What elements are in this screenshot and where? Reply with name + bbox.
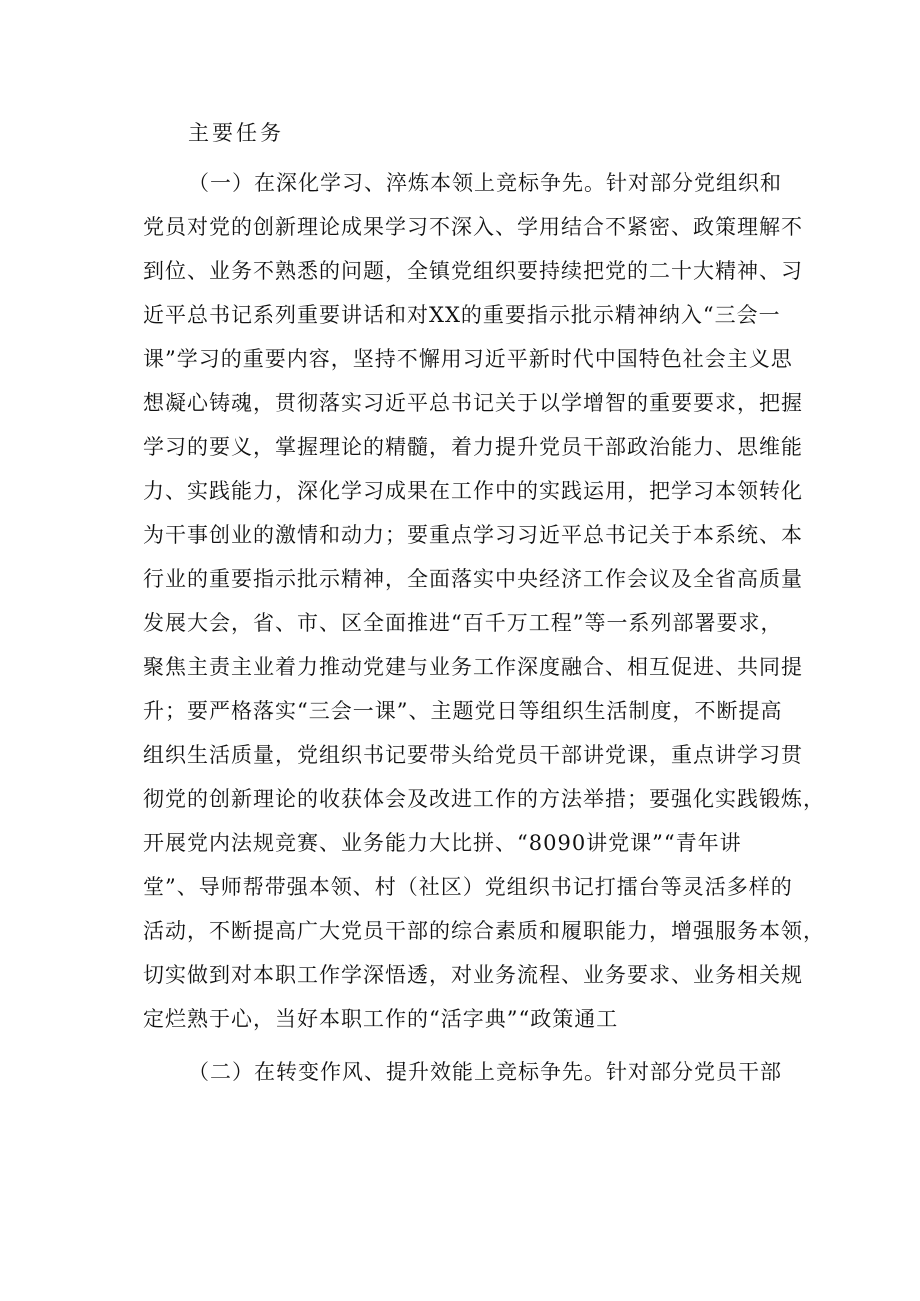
paragraph-line: 聚焦主责主业着力推动党建与业务工作深度融合、相互促进、共同提 — [143, 655, 803, 679]
paragraph-line: 到位、业务不熟悉的问题，全镇党组织要持续把党的二十大精神、习 — [143, 259, 803, 283]
paragraph-line: 定烂熟于心，当好本职工作的“活字典”“政策通工 — [143, 1007, 619, 1031]
paragraph-line: 升；要严格落实“三会一课”、主题党日等组织生活制度，不断提高 — [143, 699, 783, 723]
section-heading: 主要任务 — [188, 121, 284, 145]
paragraph-line: 想凝心铸魂，贯彻落实习近平总书记关于以学增智的重要要求，把握 — [143, 391, 803, 415]
paragraph-line: 党员对党的创新理论成果学习不深入、学用结合不紧密、政策理解不 — [143, 215, 803, 239]
paragraph-line: 发展大会，省、市、区全面推进“百千万工程”等一系列部署要求， — [143, 611, 783, 635]
paragraph-line: 组织生活质量，党组织书记要带头给党员干部讲党课，重点讲学习贯 — [143, 743, 803, 767]
paragraph-line: 行业的重要指示批示精神，全面落实中央经济工作会议及全省高质量 — [143, 567, 803, 591]
paragraph-line: （二）在转变作风、提升效能上竞标争先。针对部分党员干部 — [188, 1060, 782, 1084]
paragraph-line: 开展党内法规竞赛、业务能力大比拼、“8090讲党课”“青年讲 — [143, 831, 742, 855]
paragraph-line: 课”学习的重要内容，坚持不懈用习近平新时代中国特色社会主义思 — [143, 347, 793, 371]
paragraph-line: 近平总书记系列重要讲话和对XX的重要指示批示精神纳入“三会一 — [143, 303, 781, 327]
paragraph-line: 力、实践能力，深化学习成果在工作中的实践运用，把学习本领转化 — [143, 479, 803, 503]
paragraph-line: 学习的要义，掌握理论的精髓，着力提升党员干部政治能力、思维能 — [143, 435, 803, 459]
paragraph-line: 堂”、导师帮带强本领、村（社区）党组织书记打擂台等灵活多样的 — [143, 875, 793, 899]
paragraph-line: 彻党的创新理论的收获体会及改进工作的方法举措；要强化实践锻炼， — [143, 787, 825, 811]
paragraph-line: 为干事创业的激情和动力；要重点学习习近平总书记关于本系统、本 — [143, 523, 803, 547]
paragraph-line: 活动，不断提高广大党员干部的综合素质和履职能力，增强服务本领， — [143, 919, 825, 943]
paragraph-line: 切实做到对本职工作学深悟透，对业务流程、业务要求、业务相关规 — [143, 963, 803, 987]
paragraph-line: （一）在深化学习、淬炼本领上竞标争先。针对部分党组织和 — [188, 171, 782, 195]
